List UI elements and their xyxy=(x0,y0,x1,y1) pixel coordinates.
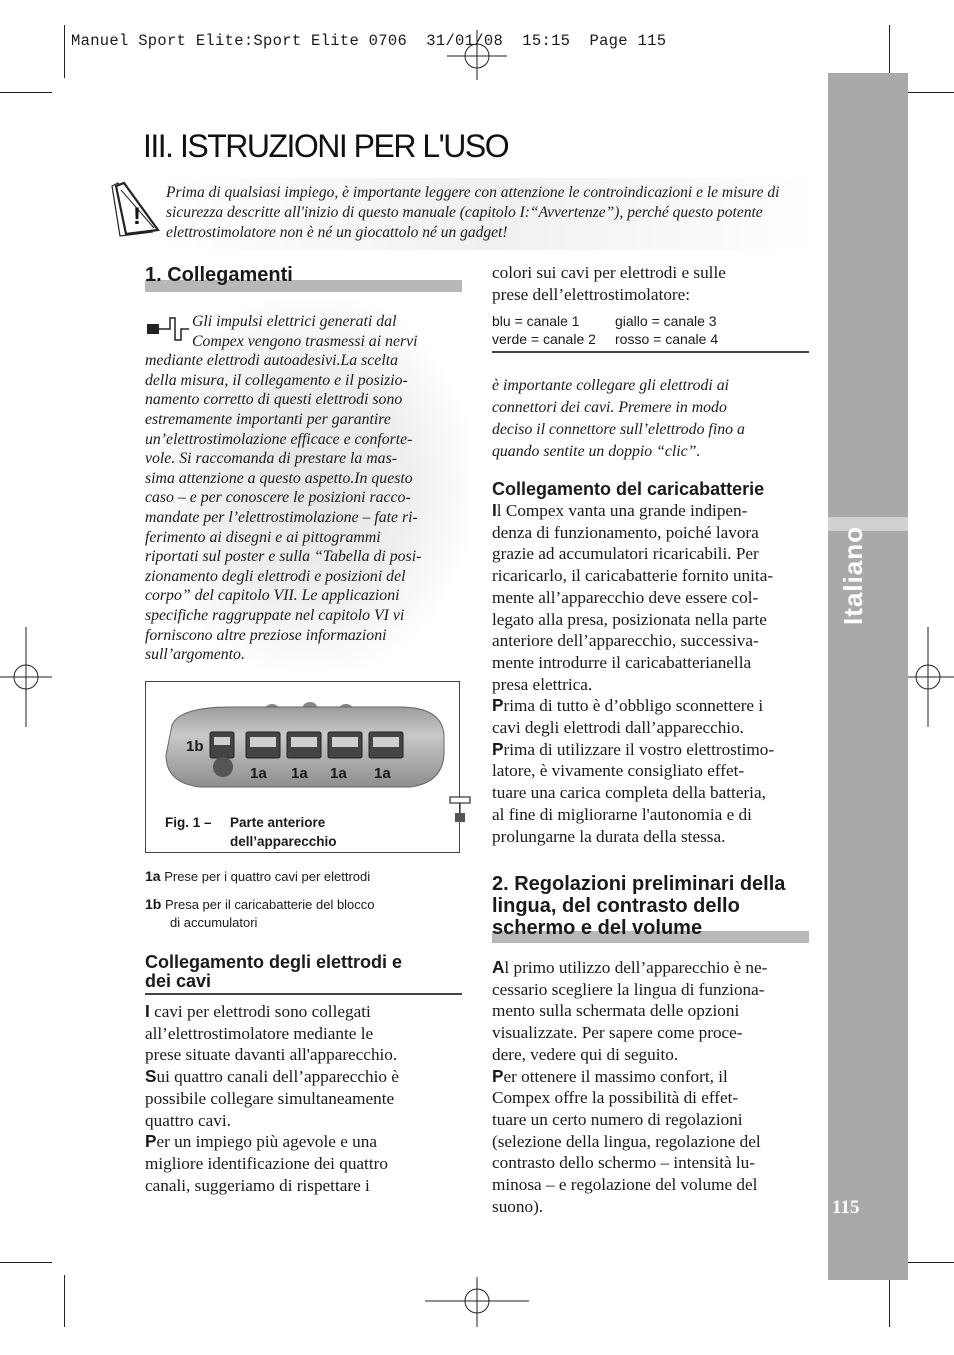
body-line: mente all’apparecchio deve essere col- xyxy=(492,587,759,607)
body-line: anteriore dell’apparecchio, successiva- xyxy=(492,631,759,651)
intro-line: della misura, il collegamento e il posizio- xyxy=(145,371,408,389)
heading-line: Collegamento degli elettrodi e xyxy=(145,952,403,972)
intro-line: ferimento ai disegni e ai pittogrammi xyxy=(145,528,381,546)
intro-line: sima attenzione a questo aspetto.In questo xyxy=(145,469,413,487)
body-line: grazie ad accumulatori ricaricabili. Per xyxy=(492,544,759,564)
body-line xyxy=(145,1066,465,1088)
port-label-1a: 1a xyxy=(250,765,267,782)
heading-line: lingua, del contrasto dello xyxy=(492,895,740,917)
registration-mark-left xyxy=(0,627,52,727)
port-label-1b: 1b xyxy=(186,738,204,755)
crop-mark xyxy=(903,92,954,93)
drop-initial: P xyxy=(492,695,504,716)
print-header-line: Manuel Sport Elite:Sport Elite 0706 31/01/08 15:15 Page 115 xyxy=(71,32,667,50)
color-cell: rosso = canale 4 xyxy=(615,331,719,347)
intro-line: corpo” del capitolo VII. Le applicazioni xyxy=(145,587,400,605)
body-line: minosa – e regolazione del volume del xyxy=(492,1175,758,1195)
colors-intro xyxy=(492,262,812,305)
body-line: possibile collegare simultaneamente xyxy=(145,1088,395,1108)
warning-triangle-icon xyxy=(108,180,162,238)
body-line: migliore identificazione dei quattro xyxy=(145,1153,388,1173)
body-line: dere, vedere qui di seguito. xyxy=(492,1044,679,1064)
language-label xyxy=(838,515,868,625)
intro-text xyxy=(145,312,465,665)
drop-initial: I xyxy=(145,1001,150,1021)
registration-mark-right xyxy=(902,627,954,727)
body-line xyxy=(492,1066,812,1088)
body-line: prese dell’elettrostimolatore: xyxy=(492,284,691,304)
language-sidebar xyxy=(828,73,908,1280)
device-front-illustration xyxy=(160,695,460,815)
body-text: rima di tutto è d’obbligo sconnettere i xyxy=(503,696,764,716)
section2-heading xyxy=(492,873,785,939)
legend-code: 1b xyxy=(145,896,162,912)
body-line: ricaricarlo, il caricabatterie fornito unita- xyxy=(492,566,774,586)
body-line xyxy=(492,957,812,979)
body-line: cessario scegliere la lingua di funziona- xyxy=(492,979,765,999)
body-line: tuare un certo numero di regolazioni xyxy=(492,1109,743,1129)
body-line: quattro cavi. xyxy=(145,1110,231,1130)
drop-initial: A xyxy=(492,957,505,977)
intro-line: Gli impulsi elettrici generati dal xyxy=(192,313,397,330)
section2-body xyxy=(492,957,812,1217)
legend-1a xyxy=(145,867,370,886)
body-line: cavi degli elettrodi dall’apparecchio. xyxy=(492,718,744,738)
body-line: al fine di migliorarne l'autonomia e di xyxy=(492,804,752,824)
legend-code: 1a xyxy=(145,868,161,884)
intro-line: mandate per l’elettrostimolazione – fate ri- xyxy=(145,508,418,526)
page-number: 115 xyxy=(832,1197,860,1218)
body-line: tuare una carica completa della batteria, xyxy=(492,783,766,803)
color-cell: blu = canale 1 xyxy=(492,313,580,329)
color-row xyxy=(492,312,809,330)
body-text: rima di utilizzare il vostro elettrostimo- xyxy=(503,739,775,759)
body-text: l primo utilizzo dell’apparecchio è ne- xyxy=(504,958,768,977)
crop-mark xyxy=(903,1262,954,1263)
intro-line: specifiche raggruppate nel capitolo VI vi xyxy=(145,606,405,624)
section1-heading: 1. Collegamenti xyxy=(145,264,293,286)
body-text: l Compex vanta una grande indipen- xyxy=(496,501,748,520)
heading-line: dei cavi xyxy=(145,971,212,991)
body-line: colori sui cavi per elettrodi e sulle xyxy=(492,263,726,282)
note-line: è importante collegare gli elettrodi ai xyxy=(492,377,730,394)
body-line: visualizzate. Per sapere come proce- xyxy=(492,1023,743,1043)
intro-line: mediante elettrodi autoadesivi.La scelta xyxy=(145,352,398,370)
legend-text: Prese per i quattro cavi per elettrodi xyxy=(164,869,371,884)
body-line: mento sulla schermata delle opzioni xyxy=(492,1001,740,1021)
crop-mark xyxy=(64,25,65,78)
crop-mark xyxy=(889,1275,890,1327)
intro-line: namento corretto di questi elettrodi sono xyxy=(145,391,403,409)
intro-line: un’elettrostimolazione efficace e conforte- xyxy=(145,430,413,448)
body-line: canali, suggeriamo di rispettare i xyxy=(145,1175,370,1195)
note-line: quando sentite un doppio “clic”. xyxy=(492,443,701,460)
note-line: connettori dei cavi. Premere in modo xyxy=(492,399,727,416)
body-line: mente introdurre il caricabatterianella xyxy=(492,652,752,672)
legend-1b xyxy=(145,895,375,932)
body-line: prolungarne la durata della stessa. xyxy=(492,826,726,846)
crop-mark xyxy=(0,92,52,93)
intro-line: riportati sul poster e sulla “Tabella di posi- xyxy=(145,548,422,566)
legend-text: di accumulatori xyxy=(170,915,258,930)
page-title: III. ISTRUZIONI PER L'USO xyxy=(143,128,509,164)
crop-mark xyxy=(64,1275,65,1327)
electrodes-cables-heading xyxy=(145,953,402,991)
color-cell: verde = canale 2 xyxy=(492,331,596,347)
body-line: all’elettrostimolatore mediante le xyxy=(145,1023,374,1043)
body-line xyxy=(492,695,812,717)
drop-initial: P xyxy=(145,1131,157,1152)
crop-mark xyxy=(889,25,890,78)
body-line: presa elettrica. xyxy=(492,674,593,694)
note-line: deciso il connettore sull’elettrodo fino a xyxy=(492,421,745,438)
drop-initial: S xyxy=(145,1066,157,1087)
body-line xyxy=(145,1131,465,1153)
port-label-1a: 1a xyxy=(291,765,308,782)
drop-initial: I xyxy=(492,500,497,520)
intro-line: zionamento degli elettrodi e posizioni del xyxy=(145,567,406,585)
intro-line: forniscono altre preziose informazioni xyxy=(145,626,387,644)
port-label-1a: 1a xyxy=(374,765,391,782)
figure-caption-line: Parte anteriore xyxy=(230,815,326,830)
body-line: latore, è vivamente consigliato effet- xyxy=(492,761,745,781)
body-line: denza di funzionamento, poiché lavora xyxy=(492,522,759,542)
color-channel-table xyxy=(492,312,809,348)
body-line: suono). xyxy=(492,1196,544,1216)
color-cell: giallo = canale 3 xyxy=(615,313,717,329)
port-label-1a: 1a xyxy=(330,765,347,782)
intro-line: caso – e per conoscere le posizioni racco- xyxy=(145,489,411,507)
body-text: cavi per elettrodi sono collegati xyxy=(149,1002,371,1021)
body-text: ui quattro canali dell’apparecchio è xyxy=(156,1067,399,1087)
electrodes-cables-body xyxy=(145,1001,465,1196)
body-line: contrasto dello schermo – intensità lu- xyxy=(492,1153,755,1173)
figure-caption-label: Fig. 1 – xyxy=(165,815,212,830)
body-line xyxy=(145,1001,465,1023)
body-line: legato alla presa, posizionata nella parte xyxy=(492,609,767,629)
language-label-text: Italiano xyxy=(838,525,868,625)
body-text: er ottenere il massimo confort, il xyxy=(503,1066,728,1086)
body-line xyxy=(492,500,812,522)
figure-caption-line: dell’apparecchio xyxy=(230,834,337,849)
body-line: prese situate davanti all'apparecchio. xyxy=(145,1045,398,1065)
legend-text: Presa per il caricabatterie del blocco xyxy=(164,897,375,912)
crop-mark xyxy=(0,1262,52,1263)
body-line: (selezione della lingua, regolazione del xyxy=(492,1131,761,1151)
heading-line: schermo e del volume xyxy=(492,917,703,939)
charger-heading: Collegamento del caricabatterie xyxy=(492,479,765,499)
warning-text: Prima di qualsiasi impiego, è importante leggere con attenzione le controindicazioni e le misure di sicurezza descritte all'inizio di questo manuale (capitolo I:“Avvertenze”), perché questo potente elettrostimolatore non è né un giocattolo né un gadget! xyxy=(166,184,780,241)
heading-line: 2. Regolazioni preliminari della xyxy=(492,873,786,895)
connector-plug-icon xyxy=(448,793,474,829)
intro-line: sull’argomento. xyxy=(145,646,245,664)
body-line xyxy=(492,739,812,761)
color-row xyxy=(492,330,809,348)
intro-line: vole. Si raccomanda di prestare la mas- xyxy=(145,450,397,468)
body-text: er un impiego più agevole e una xyxy=(156,1132,377,1152)
color-table-rule xyxy=(492,351,809,353)
charger-body xyxy=(492,500,812,847)
body-line: Compex offre la possibilità di effet- xyxy=(492,1088,739,1108)
registration-mark-bottom xyxy=(425,1277,529,1327)
intro-line: Compex vengono trasmessi ai nervi xyxy=(192,332,418,350)
drop-initial: P xyxy=(492,1065,504,1086)
drop-initial: P xyxy=(492,738,504,759)
electrode-note xyxy=(492,375,812,463)
svg-text:!: ! xyxy=(133,203,141,230)
heading-underline xyxy=(145,993,462,995)
intro-line: estremamente importanti per garantire xyxy=(145,410,391,428)
